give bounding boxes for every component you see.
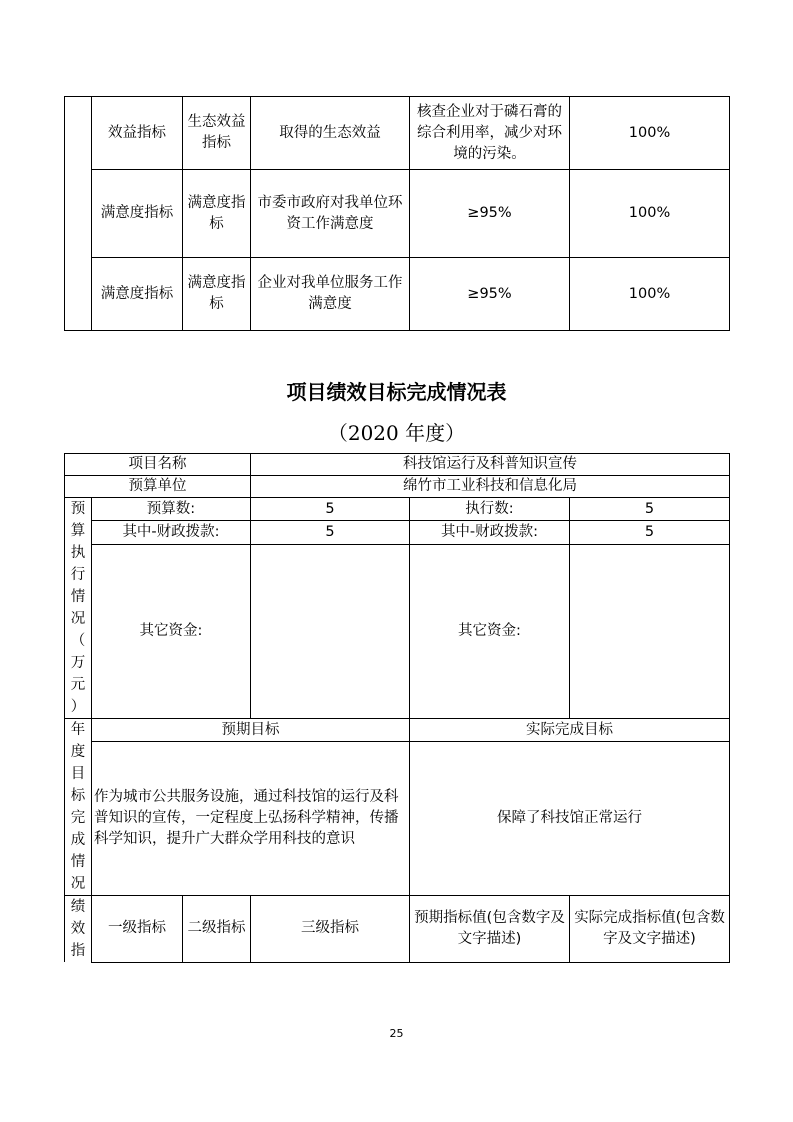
table-row [65,170,730,258]
exec-label: 执行数: [410,498,570,521]
expected-value-cell: ≥95% [410,170,570,258]
table-row [65,521,730,544]
actual-value-header: 实际完成指标值(包含数字及文字描述) [570,896,730,963]
other-funds-label-left: 其它资金: [92,544,251,719]
budget-unit-value: 绵竹市工业科技和信息化局 [251,476,730,498]
table-row [65,742,730,896]
merged-side-cell [65,97,92,331]
page-title: 项目绩效目标完成情况表 [286,380,507,404]
performance-table [64,453,730,963]
expected-value-cell: ≥95% [410,258,570,331]
other-funds-label-right: 其它资金: [410,544,570,719]
actual-value-cell: 100% [570,170,730,258]
budget-value: 5 [251,498,410,521]
actual-value-cell: 100% [570,97,730,170]
fiscal-value-right: 5 [570,521,730,544]
fiscal-label-left: 其中-财政拨款: [92,521,251,544]
table-row [65,476,730,498]
table-row [65,454,730,476]
budget-unit-label: 预算单位 [65,476,251,498]
level1-header: 一级指标 [92,896,183,963]
level1-cell: 效益指标 [92,97,183,170]
fiscal-label-right: 其中-财政拨款: [410,521,570,544]
other-funds-value-left [251,544,410,719]
table-row [65,896,730,963]
level3-cell: 取得的生态效益 [251,97,410,170]
budget-label: 预算数: [92,498,251,521]
project-name-label: 项目名称 [65,454,251,476]
level2-cell: 生态效益指标 [183,97,251,170]
expected-goal-text: 作为城市公共服务设施，通过科技馆的运行及科普知识的宣传，一定程度上弘扬科学精神，传播科学知识，提升广大群众学用科技的意识 [92,742,410,896]
level2-cell: 满意度指标 [183,170,251,258]
table-row [65,258,730,331]
actual-goal-header: 实际完成目标 [410,719,730,742]
expected-value-cell: 核查企业对于磷石膏的综合利用率，减少对环境的污染。 [410,97,570,170]
project-name-value: 科技馆运行及科普知识宣传 [251,454,730,476]
page-number: 25 [389,1027,404,1040]
expected-goal-header: 预期目标 [92,719,410,742]
goal-side-label: 年 度 目 标 完 成 情 况 [65,719,92,896]
perf-side-label: 绩 效 指 [65,896,92,963]
level2-cell: 满意度指标 [183,258,251,331]
level1-cell: 满意度指标 [92,258,183,331]
actual-goal-text: 保障了科技馆正常运行 [410,742,730,896]
exec-value: 5 [570,498,730,521]
budget-side-label: 预 算 执 行 情 况 （ 万 元 ） [65,498,92,719]
table-row [65,97,730,170]
table-row [65,498,730,521]
year-subtitle: （2020 年度） [327,421,466,445]
indicator-table-continued [64,96,730,331]
expected-value-header: 预期指标值(包含数字及文字描述) [410,896,570,963]
level2-header: 二级指标 [183,896,251,963]
table-row [65,544,730,719]
actual-value-cell: 100% [570,258,730,331]
level3-cell: 市委市政府对我单位环资工作满意度 [251,170,410,258]
fiscal-value-left: 5 [251,521,410,544]
level3-cell: 企业对我单位服务工作满意度 [251,258,410,331]
level3-header: 三级指标 [251,896,410,963]
other-funds-value-right [570,544,730,719]
level1-cell: 满意度指标 [92,170,183,258]
table-row [65,719,730,742]
